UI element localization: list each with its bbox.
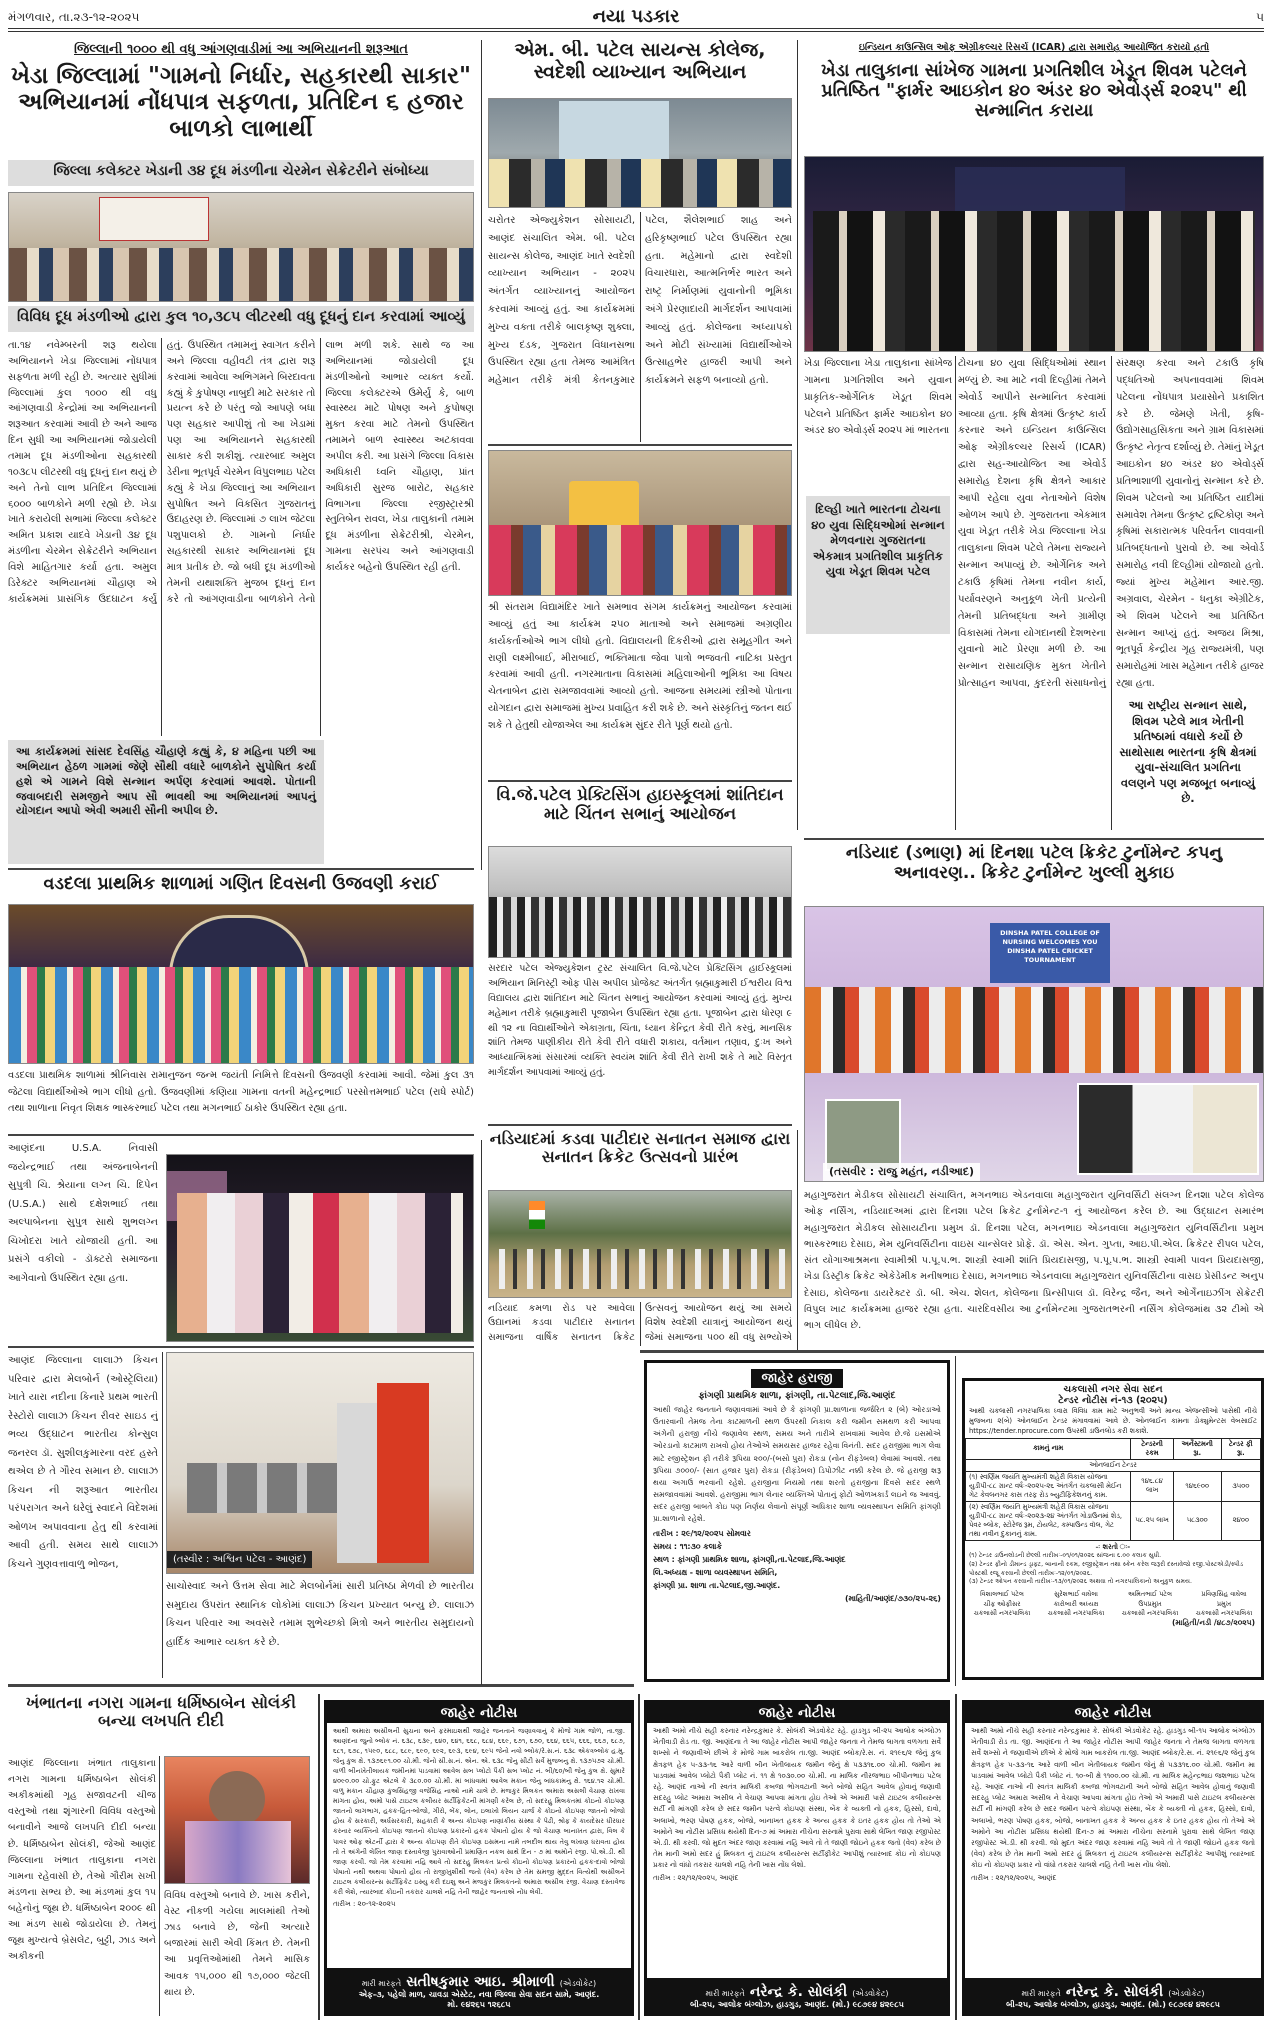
- headline: વિ.જે.પટેલ પ્રેક્ટિસિંગ હાઇસ્કૂલમાં શાંતિદાન માટે ચિંતન સભાનું આયોજન: [496, 786, 784, 823]
- photo-award-ceremony: [804, 156, 1264, 352]
- photo-college-lecture: [488, 98, 792, 208]
- signatory-role: પ્રમુખ: [1216, 1599, 1232, 1608]
- public-notice-3: [962, 1700, 1264, 2016]
- projector-screen: [559, 101, 669, 161]
- article-body: નડિયાદ કમળા રોડ પર આવેલા ઉદ્યાનમાં કડવા પાટીદાર સનાતન સમાજના વાર્ષિક સનાતન ક્રિકેટ ઉત્સવનું આયોજન થયું આ સમયે વિશેષ સ્વદેશી યાત્રાનું આયોજન થયું જેમાં સમાજના ૫૦૦ થી વધુ સભ્યોએ: [488, 1303, 792, 1343]
- photo-santram-program: [488, 450, 792, 596]
- subheadline: જિલ્લા કલેક્ટર ખેડાની ૩૪ દૂધ મંડળીના ચેરમેન સેક્રેટરીને સંબોધ્યા: [8, 160, 474, 186]
- photo-wedding: [166, 1154, 474, 1342]
- column-rule: [797, 40, 798, 830]
- newspaper-name: નયા પડકાર: [592, 6, 680, 27]
- highlight-box: દિલ્હી ખાતે ભારતના ટોચના ૪૦ યુવા સિદ્ધિઓમાં સન્માન મેળવનારા ગુજરાતના એકમાત્ર પ્રગતિશીલ પ્રાકૃતિક યુવા ખેડૂત શિવમ પટેલ: [806, 496, 950, 634]
- headline: ખેડા જિલ્લામાં "ગામનો નિર્ધાર, સહકારથી સાકાર" અભિયાનમાં નોંધપાત્ર સફળતા, પ્રતિદિન ૬ હજાર બાળકો લાભાર્થી: [11, 63, 471, 142]
- performers: [489, 525, 791, 595]
- signatory-name: પ્રવિણસિંહ વાઘેલા: [1201, 1590, 1247, 1599]
- photo-cricket-rally: [488, 1190, 792, 1298]
- advocate-signature: [327, 1968, 631, 2013]
- photo-caption: (તસવીર : રાજુ મહંત, નડીઆદ): [823, 1163, 980, 1181]
- signatory-name: વિશાલભાઈ પટેલ: [980, 1590, 1024, 1599]
- notice-date: તારીખ : ૨૨/૧૨/૨૦૨૫, આણંદ: [653, 1874, 739, 1883]
- work-name: (૨) સ્વર્ણિમ જયંતિ મુખ્યમંત્રી શહેરી વિકાસ યોજના યુડીપી-૮૮ ગ્રાન્ટ વર્ષઃ-૨૦૨૩-૨૪ અંતર્ગત ગોડાઉનમાં શેડ, પેવર બ્લોક, સ્ટોરેજ રૂમ, ટોયલેટ, કમ્પાઉન્ડ વૉલ, ગેટ તથા નવીન દુકાનનું કામ.: [966, 1501, 1131, 1540]
- auction-title: જાહેર હરાજી: [751, 1369, 842, 1388]
- auction-signer-address: ફાંગણી પ્રા. શાળા તા.પેટલાદ,જી.આણંદ.: [653, 1580, 781, 1590]
- subheadline-milk-donation: વિવિધ દૂધ મંડળીઓ દ્વારા કુલ ૧૦,૩૮૫ લીટરથી વધુ દૂધનું દાન કરવામાં આવ્યું: [8, 306, 474, 332]
- article-dinsha-headline: [804, 844, 1264, 900]
- photo-restaurant: [166, 1352, 474, 1574]
- article-body: આણંદના U.S.A. નિવાસી જયેન્દ્રભાઈ તથા અંજનાબેનની સુપુત્રી ચિ. શ્રેયાના લગ્ન ચિ. દિપેન (U.S.A.) સાથે દક્ષેશભાઈ તથા અલ્પાબેનના સુપુત્ર સાથે શુભલગ્ન ચિખોદરા ખાતે યોજાયી હતી. આ પ્રસંગે વકીલો - ડૉક્ટરો સમાજના આગેવાનો ઉપસ્થિત રહ્યા હતા.: [8, 1143, 158, 1284]
- buffet-trays: [187, 1463, 347, 1513]
- advocate-signature: [965, 1978, 1261, 2013]
- article-body: આણંદ જિલ્લાના ખંભાત તાલુકાના નગરા ગામના ધર્મિષ્ઠાબેન સોલંકી અકીકમાંથી ગૃહ સજાવટની ચીજ વસ્તુઓ તથા શૃંગારની વિવિધ વસ્તુઓ બનાવીને આજે લખપતિ દીદી બન્યા છે. ધર્મિષ્ઠાબેન સોલંકી, જેઓ આણંદ જિલ્લાના ખંભાત તાલુકાના નગરા ગામના રહેવાસી છે, તેઓ ગૌરીમ સખી મંડળના સભ્ય છે. આ મંડળમાં કુલ ૧૫ બહેનોનું જૂથ છે. ધર્મિષ્ઠાબેન ૨૦૦૯ થી આ મંડળ સાથે જોડાયેલા છે. તેમનું જૂથ મુખ્યત્વે બ્રેસલેટ, બુટ્ટી, ઝાડ અને અકીકની: [8, 1758, 156, 1963]
- divider: [8, 1346, 474, 1348]
- auction-reference: (માહિતી/આણંદ/૭૩૦/૨૫-૨૬): [844, 1593, 941, 1603]
- divider: [8, 1684, 634, 1687]
- divider: [8, 1134, 474, 1136]
- photo-caption: (તસ્વીર : અશ્વિન પટેલ - આણંદ): [167, 1551, 312, 1568]
- advocate-name: સતીષકુમાર આઇ. શ્રીમાળી: [406, 1974, 555, 1990]
- earnest-money: ૧૪૬૯૦૦: [1173, 1471, 1221, 1501]
- photo-math-day: [8, 904, 474, 1064]
- stage-decor: [569, 481, 639, 531]
- tender-reference: (માહિતી/નડી /૪૮૭/૨૦૨૫): [1171, 1617, 1255, 1627]
- advocate-suffix: (એડવોકેટ): [1168, 1989, 1205, 1998]
- article-body: સાચોસ્વાદ અને ઉત્તમ સેવા માટે મેલબોર્નમાં સારી પ્રતિષ્ઠા મેળવી છે ભારતીય સમુદાય ઉપરાંત સ્થાનિક લોકોમાં લાલાઝ કિચન પ્રખ્યાત બન્યુ છે. લાલાઝ કિચન પરિવાર આ અવસરે તમામ શુભેચ્છકો મિત્રો અને ભારતીય સમુદાયનો હાર્દિક આભાર વ્યક્ત કરે છે.: [166, 1581, 474, 1648]
- page-number: ૫: [1256, 10, 1264, 24]
- auction-notice: [644, 1360, 950, 1682]
- auction-signer: લિ.અધ્યક્ષ - શાળા વ્યવસ્થાપન સમિતિ,: [653, 1567, 778, 1577]
- auction-body: આથી જાહેર જનતાને જણાવવામાં આવે છે કે ફાંગણી પ્રા.શાળાના જર્જરિત ૨ (બે) ઓરડાઓ ઉતારવાની તેમજ તેના કાટમાળની સ્થળ ઉપરથી નિકાલ કરી જમીન સમથળ કરી આપવા અંગેની હરાજી નીચે જણાવેલ સ્થળ, સમય અને તારીખે રાખવામાં આવેલ છે.જે ઇસમોએ ઓરડાનો કાટમાળ રાખવો હોય તેઓએ સમયસર હાજર રહેવા વિનંતી. સદર હરાજીમા ભાગ લેવા માટે રજીસ્ટ્રેશન ફી તરીકે રૂપિયા ૨૦૦/-(બસો પુરા) રોકડા (નોન રીફંડેબલ) લેવામાં આવશે. તથા રૂપિયા ૭૦૦૦/- (સાત હજાર પુરા) રોકડા (રીફંડેબલ) ડિપોઝીટ નક્કી કરેલ છે. જે હરાજી શરૂ થયા અગાઉ ભરવાની રહેશે. હરાજીના નિયમો તથા શરતો હરાજીના દિવસે સદર સ્થળે સમજાવવામાં આવશે. હરાજીમા ભાગ લેનાર વ્યક્તિએ પોતાનું ફોટો ઓળખકાર્ડ લઇને જ આવવું. સદર હરાજી બાબતે કોઇ પણ નિર્ણય લેવાનો સંપૂર્ણ અધિકાર શાળા વ્યવસ્થાપન સમિતિ ફાંગણી પ્રા.શાળાનો રહેશે.: [653, 1405, 941, 1524]
- kicker: જિલ્લાની ૧૦૦૦ થી વધુ આંગણવાડીમાં આ અભિયાનની શરૂઆત: [74, 42, 408, 57]
- article-lakhpati-didi-headline: [8, 1694, 314, 1752]
- notice-date: તારીખ : ૨૦-૧૨-૨૦૨૫: [333, 1899, 396, 1908]
- students-in-photo: [489, 897, 791, 957]
- signatory: [1048, 1590, 1105, 1617]
- auction-date: તારીખ : ૨૯/૧૨/૨૦૨૫ સોમવાર: [653, 1529, 751, 1539]
- notice-title: જાહેર નોટીસ: [327, 1703, 631, 1723]
- signatory-org: ચકલાસી નગરપાલિકા: [1121, 1608, 1179, 1617]
- article-body: ટોચના ૪૦ યુવા સિદ્ધિઓમાં સ્થાન મળ્યું છે. આ માટે નવી દિલ્હીમાં તેમને એવોર્ડ આપીને સન્માનિત કરવામાં આવ્યા હતા. કૃષિ ક્ષેત્રમાં ઉત્કૃષ્ટ કાર્ય કરનાર અને ઇન્ડિયન કાઉન્સિલ ઓફ એગ્રીકલ્ચર રિસર્ચ (ICAR) દ્વારા સહ-આયોજિત આ એવોર્ડ સમારોહ દેશના કૃષિ ક્ષેત્રને આકાર આપી રહેલા યુવા નેતાઓને વિશેષ ઓળખ આપે છે. ગુજરાતના એકમાત્ર યુવા ખેડૂત તરીકે ખેડા જિલ્લાના ખેડા તાલુકાના શિવમ પટેલે તેમના રાજ્યને સન્માન અપાવ્યું છે. ઓર્ગેનિક અને ટકાઉ કૃષિમાં તેમના નવીન કાર્ય, પર્યાવરણને અનુકૂળ ખેતી પ્રત્યેની તેમની પ્રતિબદ્ધતા અને ગ્રામીણ વિકાસમાં તેમના યોગદાનથી દેશભરના યુવાનો માટે પ્રેરણા મળી છે. આ સન્માન રાસાયણિક મુક્ત ખેતીને પ્રોત્સાહન આપવા, કુદરતી સંસાધનોનું સંરક્ષણ કરવા અને ટકાઉ કૃષિ પદ્ધતિઓ અપનાવવામાં શિવમ પટેલના નોંધપાત્ર પ્રયાસોને પ્રકાશિત કરે છે. જેમણે ખેતી, કૃષિ-ઉદ્યોગસાહસિકતા અને ગ્રામ વિકાસમાં ઉત્કૃષ્ટ નેતૃત્વ દર્શાવ્યું છે. તેમાંનું ખેડૂત આઇકોન ૪૦ અંડર ૪૦ એવોર્ડ્સ પ્રતિભાશાળી યુવાનોનું સન્માન કરે છે. શિવમ પટેલનો આ પ્રતિષ્ઠિત યાદીમાં સમાવેશ તેમના ઉત્કૃષ્ટ દ્રષ્ટિકોણ અને કૃષિમાં સકારાત્મક પરિવર્તન લાવવાની પ્રતિબદ્ધતાનો પુરાવો છે. આ એવોર્ડ સમારોહ નવી દિલ્હીમાં યોજાયો હતો. જ્યાં મુખ્ય મહેમાન આર.જી. અગ્રવાલ, ચેરમેન - ધનુકા એગ્રીટેક, એ શિવમ પટેલને આ પ્રતિષ્ઠિત સન્માન આપ્યું હતું. અજય મિશ્રા, ભૂતપૂર્વ કેન્દ્રીય ગૃહ રાજ્યમંત્રી, પણ સમારોહમાં ખાસ મહેમાન તરીકે હાજર રહ્યા હતા.: [958, 358, 1264, 690]
- headline: નડિયાદ (ડભાણ) માં દિનશા પટેલ ક્રિકેટ ટુર્નામેન્ટ કપનુ અનાવરણ.. ક્રિકેટ ટુર્નામેન્ટ ખુલ્લી મુકાઇ: [845, 844, 1223, 883]
- tender-section: ઓનલાઈન ટેન્ડર: [966, 1459, 1261, 1471]
- term: (૩) ટેન્ડર ઓપન કરવાની તારીખઃ-૧૩/૦૧/૨૦૨૬ અથવા તો નગરપાલિકાનો અનુકુળ સમય.: [969, 1578, 1192, 1586]
- banner-in-photo: [99, 197, 209, 241]
- divider: [488, 1124, 792, 1126]
- table-row: [966, 1471, 1261, 1501]
- woman-in-photo: [337, 1403, 377, 1563]
- column-rule: [162, 1352, 163, 1678]
- quote-box: આ કાર્યક્રમમાં સાંસદ દેવસિંહ ચૌહાણે કહ્યું કે, ૪ મહિના પછી આ અભિયાન હેઠળ ગામમાં જેણે સૌથી વધારે બાળકોને સુપોષિત કર્યા હશે એ ગામને વિશે સન્માન અર્પણ કરવામાં આવશે. પોતાની જવાબદારી સમજીને આપ સૌ ભાવથી આ અભિયાનમાં આપનું યોગદાન આપો એવી અમારી સૌની અપીલ છે.: [8, 740, 324, 864]
- public-notice-1: [324, 1700, 634, 2016]
- article-vadadla-headline: [8, 874, 474, 904]
- column-rule: [318, 1694, 320, 2020]
- tender-notice: [962, 1378, 1264, 1680]
- column-rule: [955, 1356, 956, 1686]
- tender-fee: ૨૪૦૦: [1221, 1501, 1260, 1540]
- divider: [488, 780, 792, 782]
- headline: ખંભાતના નગરા ગામના ધર્મિષ્ઠાબેન સોલંકી બન્યા લખપતિ દીદી: [25, 1694, 296, 1731]
- advocate-suffix: (એડવોકેટ): [559, 1979, 597, 1988]
- article-body: તા.૧૪ નવેમ્બરની શરૂ થયેલા અભિયાનને ખેડા જિલ્લામાં નોંધપાત્ર સફળતા મળી રહી છે. અત્યાર સુધીમાં જિલ્લામાં કુલ ૧૦૦૦ થી વધુ આંગણવાડી કેન્દ્રોમાં આ અભિયાનની શરૂઆત કરવામાં આવી છે અને આજ દિન સુધી આ અભિયાનમાં જોડાયેલી તમામ દૂધ મંડળીઓના સહકારથી ૧૦૩૮૫ લીટરથી વધુ દૂધનું દાન થયું છે અને તેનો લાભ પ્રતિદિન જિલ્લામાં ૬૦૦૦ બાળકોને મળી રહ્યો છે. ખેડા ખાતે કરાયેલી સભામાં જિલ્લા કલેક્ટર અમિત પ્રકાશ યાદવે ખેડાની ૩૪ દૂધ મંડળીના ચેરમેન સેક્રેટરીને અભિયાન વિશે માહિતગાર કર્યા હતા. અમુલ ડિરેક્ટર અભિયાનમાં ચૌહાણ એ કાર્યક્રમમાં પ્રાસંગિક ઉદઘાટન કર્યું હતું. ઉપસ્થિત તમામનું સ્વાગત કરીને અને જિલ્લા વહીવટી તંત્ર દ્વારા શરૂ કરવામાં આવેલા અભિગમને બિરદાવતા કહ્યું કે કુપોષણ નાબુદી માટે સરકાર તો પ્રયત્ન કરે છે પરંતુ જો આપણે બધા પણ સહકાર આપીશું તો આ ખેડામાં પણ આ અભિયાનને સહકારથી સાકાર કરી શકીશું. ત્યારબાદ અમુલ ડેરીના ભૂતપૂર્વ ચેરમેન વિપુલભાઇ પટેલ કહ્યું કે ખેડા જિલ્લાનું આ અભિયાન સુપોષિત અને વિકસિત ગુજરાતનું ઉદાહરણ છે. જિલ્લામાં ૭ લાખ જેટલા પશુપાલકો છે. ગામનો નિર્ધાર સહકારથી સાકાર અભિયાનમાં દૂધ માત્ર પ્રતીક છે. જો બધી દૂધ મંડળીઓ તેમની યથાશક્તિ મુજબ દૂધનું દાન કરે તો આંગણવાડીના બાળકોને તેનો લાભ મળી શકે. સાથે જ આ અભિયાનમાં જોડાયેલી દૂધ મંડળીઓનો આભાર વ્યક્ત કર્યો. જિલ્લા કલેક્ટરએ ઉમેર્યું કે, બાળ સ્વાસ્થ્ય માટે પોષણ અને કુપોષણ મુક્ત કરવા માટે તેમનો ઉપસ્થિત તમામને બાળ સ્વાસ્થ્ય અટકાવવા અપીલ કરી. આ પ્રસંગે જિલ્લા વિકાસ અધિકારી ધ્વનિ ચૌહાણ, પ્રાંત અધિકારી સુરજ બારોટ, સહકાર વિભાગના જિલ્લા રજીસ્ટ્રારશ્રી સ્તુતિબેન રાવલ, ખેડા તાલુકાની તમામ દૂધ મંડળીના સેક્રેટરીશ્રી, ચેરમેન, ગામના સરપંચ અને આંગણવાડી કાર્યકર બહેનો ઉપસ્થિત રહી હતી.: [8, 340, 474, 605]
- column-rule: [955, 1694, 957, 2020]
- headline: નડિયાદમાં કડવા પાટીદાર સનાતન સમાજ દ્વારા સનાતન ક્રિકેટ ઉત્સવનો પ્રારંભ: [489, 1130, 791, 1167]
- signatory-role: ઉપપ્રમુખ: [1138, 1599, 1162, 1608]
- advocate-suffix: (એડવોકેટ): [852, 1989, 889, 1998]
- tender-amount: ૫૮.૨૫ લાખ: [1131, 1501, 1174, 1540]
- article-body: વડદલા પ્રાથમિક શાળામાં શ્રીનિવાસ રામાનુજન જન્મ જયંતી નિમિત્તે દિવસની ઉજવણી કરવામાં આવી. જેમાં કુલ ૩૧ જેટલા વિદ્યાર્થીઓએ ભાગ લીધો હતો. ઉજવણીમાં કણિયા ગામના વતની મહેન્દ્રભાઈ પરસોત્તમભાઈ પટેલ (રાધે સ્પોર્ટ) તથા શાળાના નિવૃત શિક્ષક ભાસ્કરભાઈ પટેલ તથા મગનભાઈ ઠાકોર ઉપસ્થિત રહ્યા હતા.: [8, 1070, 474, 1115]
- marchers: [489, 1249, 791, 1289]
- article-body: આણંદ જિલ્લાના લાલાઝ કિચન પરિવાર દ્વારા મેલબોર્ન (ઓસ્ટ્રેલિયા) ખાતે યારા નદીના કિનારે પ્રથમ ભારતી રેસ્ટોરો લાલાઝ કિચન રીવર સાઇડ નું ભવ્ય ઉદ્ઘાટન ભારતીય કોન્સુલ જનરલ ડૉ. સુશીલકુમારના વરદ હસ્તે થએલ છે તે ગૌરવ સમાન છે. લાલાઝ કિચન ની શરૂઆત ભારતીય પરંપરાગત અને ઘરેલું સ્વાદને વિદેશમાં ઓળખ અપાવવાના હેતુ થી કરવામાં આવી હતી. સમય સાથે લાલાઝ કિચને ગુણવત્તાવાળુ ભોજન,: [8, 1355, 158, 1570]
- portrait-saree: [185, 1821, 291, 1884]
- tender-intro: આથી ચકલાસી નગરપાલિકા ધ્વારા વિવિધ કામ માટે અનુભવી અને માન્ય એજન્સીઓ પાસેથી નીચે મુજબના ૨(બે) ઓનલાઈન ટેન્ડર મંગાવવામાં આવે છે. ઓનલાઈન કામના ડોક્યુમેન્ટસ વેબસાઈટ https://tender.nprocure.com ઉપરથી ડાઉનલોડ કરી શકાશે.: [969, 1407, 1257, 1435]
- via-label: મારી મારફતે: [361, 1979, 402, 1988]
- signatory-name: સુરેશભાઈ વાઘેલા: [1054, 1590, 1098, 1599]
- article-sanatan-cricket-headline: [488, 1130, 792, 1184]
- wedding-party: [177, 1193, 463, 1333]
- term: (૧) ટેન્ડર ડાઉનલોડની છેલ્લી તારીખઃ-૦૧/૦૧/૨૦૨૬ સાંજના ૬.૦૦ કલાક સુધી.: [969, 1551, 1162, 1559]
- article-body: ખેડા જિલ્લાના ખેડા તાલુકાના સાંખેજ ગામના પ્રગતિશીલ અને યુવાન પ્રાકૃતિક-ઓર્ગેનિક ખેડૂત શિવમ પટેલને પ્રતિષ્ઠિત ફાર્મર આઇકોન ૪૦ અંડર ૪૦ એવોર્ડ્સ ૨૦૨૫ માં ભારતના: [804, 358, 952, 437]
- tender-table: [965, 1438, 1261, 1541]
- people-in-photo: [489, 159, 791, 207]
- divider: [640, 1350, 1264, 1353]
- highlight-box-2: આ રાષ્ટ્રીય સન્માન સાથે, શિવમ પટેલે માત્ર ખેતીની પ્રતિષ્ઠામાં વધારો કર્યો છે સાથોસાથ ભારતના કૃષિ ક્ષેત્રમાં યુવા-સંચાલિત પ્રગતિના વલણને પણ મજબૂત બનાવ્યું છે.: [1114, 690, 1262, 830]
- tender-col-header: ટેન્ડરની રકમ: [1131, 1438, 1174, 1459]
- advocate-name: નરેન્દ્ર કે. સોલંકી: [1065, 1984, 1164, 2000]
- advocate-address: બી-૨૫, આલોક બંગ્લોઝ, હાડગુડ, આણંદ. (મો.) ૯૮૭૯૪ ૪૨૯૮૫: [1006, 2000, 1220, 2009]
- signatory: [974, 1590, 1031, 1617]
- photo-school-assembly: [488, 846, 792, 958]
- tender-col-header: ટેન્ડર ફી રૂા.: [1221, 1438, 1260, 1459]
- notice-date: તારીખ : ૨૨/૧૨/૨૦૨૫, આણંદ: [971, 1874, 1057, 1883]
- students-and-teachers: [9, 967, 473, 1063]
- column-rule: [955, 356, 956, 830]
- portrait-face: [209, 1771, 265, 1827]
- notice-title: જાહેર નોટીસ: [647, 1703, 947, 1723]
- notice-body: આથી અમારા અસીલની સુચના અને ફરમાઇશથી જાહેર જનતાને જણાવવાનું કે મોજે ગામ જોળ, તા.જી. આણંદના જુનો બ્લોક નં. ૬૩૮, ૬૩૯, ૬૪૦, ૬૪૧, ૬૬૮, ૬૮૪, ૬૬૯, ૬૭૧, ૬૭૦, ૬૬૪, ૬૬૫, ૬૬૬, ૬૬૭, ૬૮૭, ૬૮૧, ૬૭૮, ૧૫૯૦, ૬૮૮, ૬૮૯, ૬૯૦, ૬૯૨, ૬૯૩, ૬૯૪, ૬૯૫ જેનો નવો બ્લોક/રે.સ.નં. ૬૩૮ એકત્રબ્લોક હ.મુ. જેનુ કુલ ક્ષે. ૧૩૭૬૯૧.૦૦ ચો.મી. જેનો સી.સ.નં. એન. એ. ૬૩૮ જેનુ સીટી સર્વે મુજબનુ ક્ષે. ૧૩૭૫૭૨ ચો.મી. વાળી બીનખેતીલાયક જમીનમાં પાડવામાં આવેલ સબ પ્લોટો પૈકી સબ પ્લોટ નં. બી/૬૦/બી જેનુ કુલ ક્ષે. સુમારે ૪૦૯૦.૦૦ ચો.ફુટ એટલે કે ૩૮૦.૦૦ ચો.મી. માં બાંધવામાં આવેલ મકાન જેનુ બાંધકામનુ ક્ષે. ૧૬૪.૧૨ ચો.મી. વાળુ મકાન ચૌહાણ કુલસિંહજી વજેસિંહ નાઓ નામે ચાલે છે. મજકુર મિલકત અમારા અસલી વેચાણ રાખવા માંગતા હોય, અમો પાસે ટાઇટલ કલીયર સર્ટીફિકેટની માંગણી કરેલ છે, તો સદરહુ મિલકતમાં કોઇનો કોઇપણ જાતનો લાગભાગ, હકક-હિત-બોજો, ગીરો, બેંક, લોન, ઇલાખો લિયન ચાર્જ કે કોઇનો કોઇપણ જાતનો બોજો હોય કે સરકારી, અર્ધસરકારી, સહકારી કે અન્ય કોઇપણ નાણાંકીય સંસ્થા કે પેઢી, શ્રોફ કે કાયદેસર ધીરધાર કરનાર વ્યક્તિનો કોઇપણ જાતનો કોઇપણ પ્રકારનો હકક પોષાતો હોય કે જો વેચાણ બાનાખત દ્વારા, વિલ કે પાવર ઓફ એટર્ની દ્વારા કે અન્ય કોઇપણ રીતે કોઇપણ ઇસમના નામે તબદીલ થાય તેવુ લખાણ ધરાવતા હોય તો તે અંગેની લેખિત જાણ દસ્તાવેજી પુરાવાઓની પ્રમાણિત નકલ સાથે દિન - ૭ માં અમોને રજી. પો.એ.ડી. થી જાણ કરવી. જો તેમ કરવામાં નહિ આવે તો સદરહુ મિલકત પ્રત્યે કોઇનો કોઇપણ પ્રકારનો હકક-દાવો બોજો પોષાતો નથી અથવા પોષાતો હોય તો રાજીખુશીથી જતો (વેવ) કરેલ છે તેમ સમજી મુદ્દત વિત્યેથી અસીલને ટાઇટલ કલીયરન્સ સર્ટીફિકેટ ઇસ્યુ કરી દઇશુ અને મજકુર મિલકતનો અમારા અસીલ રજી. વેચાણ દસ્તાવેજ કરી લેશે, ત્યારબાદ કોઇની તકરાર ચાલશે નહિ તેની જાહેર જનતાએ નોંધ લેવી.: [333, 1727, 625, 1896]
- tender-fee: ૩૫૦૦: [1221, 1471, 1260, 1501]
- tender-amount: ૧૪૬.૮૪ લાખ: [1131, 1471, 1174, 1501]
- headline: એમ. બી. પટેલ સાયન્સ કોલેજ, સ્વદેશી વ્યાખ્યાન અભિયાન: [514, 40, 766, 83]
- tender-col-header: અર્નેસ્ટમની રૂા.: [1173, 1438, 1221, 1459]
- advocate-phone: મો. ૯૪૨૬૫ ૧૨૬૮૫: [447, 2000, 511, 2009]
- public-notice-2: [644, 1700, 950, 2016]
- column-rule: [797, 1130, 798, 1350]
- masthead: [8, 4, 1264, 32]
- kicker: ઇન્ડિયન કાઉન્સિલ ઓફ એગ્રીકલ્ચર રિસર્ચ (ICAR) દ્વારા સમારોહ આયોજિત કરાયો હતો: [858, 42, 1210, 53]
- issue-date: મંગળવાર, તા.૨૩-૧૨-૨૦૨૫: [8, 10, 140, 24]
- signatory-org: ચકલાસી નગરપાલિકા: [1195, 1608, 1253, 1617]
- signatory-org: ચકલાસી નગરપાલિકા: [1047, 1608, 1105, 1617]
- auction-place: સ્થળ : ફાંગણી પ્રાથમિક શાળા, ફાંગણી,તા.પેટલાદ,જિ.આણંદ: [653, 1555, 846, 1565]
- article-body: શ્રી સંતરામ વિદ્યામંદિર ખાતે સમભાવ સંગમ કાર્યક્રમનું આયોજન કરવામાં આવ્યું હતું આ કાર્યક્રમ ૨૫૦ માતાઓ અને સમાજમાં અગ્રણીય કાર્યકર્તાઓએ ભાગ લીધો હતો. વિદ્યાલયની દિકરીઓ દ્વારા સમૂહગીત અને રાણી લક્ષ્મીબાઈ, મીરાબાઈ, ભક્તિમાતા જેવા પાત્રો ભજવતી નાટિકા પ્રસ્તુત કરવામાં આવી હતી. નગરમાતાના વિકાસમાં મહિલાઓની ભૂમિકા આ વિષય ચેતનાબેન દ્વારા સમજાવવામાં આવ્યો હતો. આજના સમયમાં સ્ત્રીઓ પોતાના યોગદાન દ્વારા સમાજમાં મુખ્ય પ્રવાહિત કરી શકે છે. અને સંસ્કૃતિનું જતન થઈ શકે તે હેતુથી યોજાએલ આ કાર્યક્રમ સુંદર રીતે પૂર્ણ થયો હતો.: [488, 602, 792, 731]
- notice-body: આથી અમો નીચે સહી કરનાર નરેન્દ્રકુમાર કે. સોલંકી એડવોકેટ રહે. હાડગુડ બી-૧૫ આલોક બંગ્લોઝ ખેતીવાડી રોડ તા. જી. આણંદના તે આ જાહેર નોટીસ આપી જાહેર જનતા ને તેમજ લાગતા વળગતા સર્વે શખ્સો ને જણાવીએ છીએ કે મોજે ગામ બાકરોલ તા.જી. આણંદ બ્લોક/રે.સ. નં. ૨૧૯૬/૨ જેનું કુલ ક્ષેત્રફળ હેક ૫-૩૩-૧૬ આરે વાળી બીન ખેતીલાયક જમીન જેનું ક્ષે ૫૩૩૧૬.૦૦ ચો.મી. જમીન મા પાડવામાં આવેલ પ્લોટો પૈકી પ્લોટ નં. ૧૦-બી ક્ષે ૧૧૦૦.૦૦ ચો.મી. ના માલિક મહેન્દ્રભાઇ જશભાઇ પટેલ રહે. આણંદ નાઓ ની સ્વતંત્ર માલિકી કબજા ભોગવટાની અને બોજો સહિત આવેલ હોવાનું જણાવી સદરહુ પ્લોટ અમારા અસીલ ને વેચાણ આપવા માંગતા હોઇ તેઓ એ અમારી પાસે ટાઇટલ કલીયરન્સ સર્ટી ની માંગણી કરેલ છે સદર જમીન પરત્વે કોઇપણ સંસ્થા, બેંક કે વ્યક્તી નો હકક, હિસ્સો, દાવો, અલાખો, ભરણ પોષણ હકક, બોજો, બાનાખત હકક કે અન્ય હકક કે ઇતર હકક હોય તો તેઓ એ અમોને આ નોટીસ પ્રસિધ્ધ થયેથી દિન-૭ માં અમારા નીચેના સરનામે પુરાવા સાથે લેખિત જાણ રજીપોસ્ટ એ.ડી. થી કરવી. જો મુદત અંદર જાણ કરવામાં નહિ આવે તો તે જાણી જોઇને હકક જતો (વેવ) કરેલ છે તેમ માની અમો સદર હું મિલકત નું ટાઇટલ કલીયરન્સ સર્ટીફીકેટ આપીશું ત્યારબાદ કોઇ નો કોઇપણ પ્રકાર નો વાંધો તકરાર ચાલશે નહિ તેની ખાસ નોંધ લેશો.: [971, 1727, 1255, 1870]
- advocate-name: નરેન્દ્ર કે. સોલંકી: [749, 1984, 848, 2000]
- inset-photo-players: [1077, 1083, 1259, 1175]
- tender-col-header: કામનું નામ: [966, 1438, 1131, 1459]
- auction-time: સમય : ૧૧:૩૦ કલાકે: [653, 1542, 722, 1552]
- guests-in-photo: [805, 987, 1263, 1073]
- inset-photo-speaker: [825, 1099, 901, 1171]
- article-body: વિવિધ વસ્તુઓ બનાવે છે. ખાસ કરીને, વેસ્ટ નીકળી ગયેલા માલમાંથી તેઓ ઝાડ બનાવે છે, જેની અત્યારે બજારમાં સારી એવી કિંમત છે. તેમની આ પ્રવૃત્તિઓમાંથી તેમને માસિક આવક ૧૫,૦૦૦ થી ૧૭,૦૦૦ જેટલી થાય છે.: [164, 1890, 310, 1998]
- tournament-banner: DINSHA PATEL COLLEGE OF NURSING WELCOMES YOU DINSHA PATEL CRICKET TOURNAMENT: [990, 923, 1110, 983]
- via-label: મારી મારફતે: [705, 1989, 745, 1998]
- headline: વડદલા પ્રાથમિક શાળામાં ગણિત દિવસની ઉજવણી કરાઈ: [43, 874, 439, 894]
- article-body: મહાગુજરાત મેડીકલ સોસાયટી સંચાલિત, મગનભાઇ એડનવાલા મહાગુજરાત યુનિવર્સિટી સંલગ્ન દિનશા પટેલ કોલેજ ઓફ નર્સિંગ, નડિયાદઅમાં દ્વારા દિનશા પટેલ ક્રિકેટ ટુર્નામેન્ટ-૧ નું આયોજન કરેલ છે. આ ઉદ્ઘાટન સમારંભ મહાગુજરાત મેડીકલ સોસાયટીના પ્રમુખ ડૉ. દિનશા પટેલ, મગનભાઇ એડનવાલા મહાગુજરાત યુનિવર્સિટીના પ્રમુખ ભાસ્કરભાઇ દેસાઇ, મેમ યુનિવર્સિટીના વાઇસ ચાન્સેલર પ્રોફે. ડૉ. એસ. એન. ગુપ્તા, આઇ.પી.એલ. ક્રિકેટર રીપલ પટેલ, સંત યોગાઆશ્રમના સ્વામીશ્રી પ.પૂ.પ.ભ. શાસ્ત્રી સ્વામી શાંતિ પ્રિયદાસજી, પ.પૂ.પ.ભ. શાસ્ત્રી સ્વામી પાવન પ્રિયદાસજી, ખેડા ડિસ્ટ્રીક ક્રિકેટ એકેડેમીક મનીષભાઇ દેસાઇ, મગનભાઇ એડનવાલા મહાગુજરાત યુનિવર્સિટીના વાસઇ પ્રેસીડન્ટ અનુપ દેસાઇ, કોલેજના ડાયરેક્ટર ડૉ. બી. એચ. શેલત, કોલેજના પ્રિન્સીપાલ ડૉ. વિરેન્દ્ર જૈન, અને ઓર્ગેનાઇઝીંગ સેક્રેટરી વિપુલ ખાટ કાર્યક્રમમા હાજર રહ્યા હતા. ચારદિવસીય આ ટુર્નામેન્ટમા ગુજરાતભરની નર્સિંગ કોલેજમાંથ ૩૨ ટીમો એ ભાગ લીધેલ છે.: [804, 1190, 1264, 1332]
- column-rule: [638, 1694, 640, 2020]
- signatory: [1196, 1590, 1253, 1617]
- advocate-address: બી-૨૫, આલોક બંગ્લોઝ, હાડગુડ, આણંદ. (મો.) ૯૮૭૯૪ ૪૨૯૮૫: [690, 2000, 904, 2009]
- signatory-role: કારોબારી અધ્યક્ષ: [1053, 1599, 1099, 1608]
- headline: ખેડા તાલુકાના સાંખેજ ગામના પ્રગતિશીલ ખેડૂત શિવમ પટેલને પ્રતિષ્ઠિત "ફાર્મર આઇકોન ૪૦ અંડર ૪૦ એવોર્ડ્સ ૨૦૨૫" થી સન્માનિત કરાયા: [821, 61, 1247, 122]
- terms-title: -ઃ શરતો ઃ-: [1095, 1542, 1131, 1551]
- award-winners: [813, 211, 1255, 351]
- signatory-name: અમિતભાઈ પટેલ: [1127, 1590, 1173, 1599]
- divider: [8, 868, 474, 870]
- man-in-red-jacket: [377, 1383, 429, 1563]
- earnest-money: ૫૮૩૦૦: [1173, 1501, 1221, 1540]
- backdrop-arch: [169, 915, 309, 975]
- term: (૨) ટેન્ડર ફીનો ડીમાન્ડ ડ્રાફ્ટ, બાનાની રકમ, રજીસ્ટ્રેશન તથા સ્કેન કરેલ જરૂરી દસ્તાવેજો રજી.પોસ્ટએડી/સ્પીડ પોસ્ટથી રજૂ કરવાની છેલ્લી તારીખઃ-૧૨/૦૧/૨૦૨૬.: [969, 1560, 1244, 1577]
- article-body: સરદાર પટેલ એજ્યુકેશન ટ્રસ્ટ સંચાલિત વિ.જે.પટેલ પ્રેક્ટિસિંગ હાઈસ્કૂલમાં અભિયાન મિનિસ્ટ્રી ઓફ પીસ અપીલ પ્રોજેક્ટ અંતર્ગત બ્રહ્માકુમારી ઈશ્વરીય વિશ્વ વિદ્યાલય દ્વારા શાંતિદાન માટે ચિંતન સભાનું આયોજન કરવામાં આવ્યું હતું. મુખ્ય મહેમાન તરીકે બ્રહ્માકુમારી પૂજાબેન ઉપસ્થિત રહ્યા હતા. પૂજાબેન દ્વારા ધોરણ ૯ થી ૧૨ ના વિદ્યાર્થીઓને એકાગ્રતા, ચિંતા, ધ્યાન કેન્દ્રિત કેવી રીતે કરવું, માનસિક શાંતિ તેમજ પાણીકીય રીતે કેવી રીતે વધારી શકાય, વર્તમાન તણાવ, દુઃખ અને આધ્યાત્મિકમાં સંસારમાં વ્યક્તિ સ્વયંમ શાંતિ કેવી રીતે રાખી શકે તે માટે વિસ્તૃત માર્ગદર્શન આપવામાં આવ્યું હતું.: [488, 963, 792, 1079]
- advocate-signature: [647, 1978, 947, 2013]
- article-shivam-headline-block: [804, 42, 1264, 148]
- notice-title: જાહેર નોટીસ: [965, 1703, 1261, 1723]
- tender-title: ટેન્ડર નોટીસ નં-૧૩ (૨૦૨૫): [1058, 1395, 1168, 1406]
- flag-in-photo: [529, 1201, 545, 1229]
- advocate-address: એફ-૩, પહેલો માળ, ચાવડા એસ્ટેટ, નવા જિલ્લા સેવા સદન સામે, આણંદ.: [358, 1990, 600, 1999]
- column-rule: [159, 1756, 160, 2016]
- table-row: [966, 1501, 1261, 1540]
- work-name: (૧) સ્વર્ણિમ જયંતિ મુખ્યમંત્રી શહેરી વિકાસ યોજના યુડીપી-૮૮ ગ્રાન્ટ વર્ષઃ-૨૦૨૫-૨૬ અંતર્ગત ચકલાસી મેઈન ગેટ કેવલનગર કાસ તરફ રોડ બ્યુટીફિકેશનનું કામ.: [966, 1471, 1131, 1501]
- article-body: ચરોતર એજ્યુકેશન સોસાયટી, આણંદ સંચાલિત એમ. બી. પટેલ સાયન્સ કોલેજ, આણંદ ખાતે સ્વદેશી વ્યાખ્યાન અભિયાન - ૨૦૨૫ અંતર્ગત વ્યાખ્યાનનું આયોજન કરવામાં આવ્યું હતું. આ કાર્યક્રમમાં મુખ્ય વક્તા તરીકે બાલકૃષ્ણ શુક્લા, મુખ્ય દંડક, ગુજરાત વિધાનસભા ઉપસ્થિત રહ્યા હતા તેમજ આમંત્રિત મહેમાન તરીકે મંત્રી કેતનકુમાર પટેલ, શૈલેશભાઈ શાહ અને હરિકૃષ્ણભાઈ પટેલ ઉપસ્થિત રહ્યા હતા. મહેમાનો દ્વારા સ્વદેશી વિચારધારા, આત્મનિર્ભર ભારત અને રાષ્ટ્ર નિર્માણમાં યુવાનોની ભૂમિકા અંગે પ્રેરણાદાયી માર્ગદર્શન આપવામાં આવ્યું હતું. કોલેજના અધ્યાપકો અને મોટી સંખ્યામાં વિદ્યાર્થીઓએ ઉત્સાહભેર હાજરી આપી અને કાર્યક્રમને સફળ બનાવ્યો હતો.: [488, 215, 792, 387]
- signatories: [965, 1590, 1261, 1617]
- column-rule: [481, 1140, 482, 1685]
- article-kheda-headline-block: [8, 42, 474, 172]
- signatory-role: ચીફ ઓફીસર: [983, 1599, 1021, 1608]
- photo-dharmishthaben: [164, 1756, 310, 1884]
- divider: [804, 838, 1264, 840]
- column-rule: [481, 40, 482, 870]
- divider: [488, 444, 792, 446]
- school-name: ફાંગણી પ્રાથમિક શાળા, ફાંગણી, તા.પેટલાદ,જિ.આણંદ: [698, 1391, 896, 1401]
- photo-collector-meeting: [8, 192, 474, 302]
- signatory-org: ચકલાસી નગરપાલિકા: [973, 1608, 1031, 1617]
- photo-trophy-unveiling: [804, 906, 1264, 1182]
- tender-org: ચકલાસી નગર સેવા સદન: [1063, 1384, 1163, 1395]
- article-vj-patel-headline: [488, 786, 792, 840]
- signatory: [1122, 1590, 1179, 1617]
- attendees-in-photo: [9, 248, 473, 302]
- article-mb-patel-headline: [488, 40, 792, 98]
- notice-body: આથી અમો નીચે સહી કરનાર નરેન્દ્રકુમાર કે. સોલંકી એડવોકેટ રહે. હાડગુડ બી-૨૫ આલોક બંગ્લોઝ ખેતીવાડી રોડ તા. જી. આણંદના તે આ જાહેર નોટીસ આપી જાહેર જનતા ને તેમજ લાગતા વળગતા સર્વે શખ્સો ને જણાવીએ છીએ કે મોજે ગામ બાકરોલ તા.જી. આણંદ બ્લોક/રે.સ. નં. ૨૧૯૬/૨ જેનું કુલ ક્ષેત્રફળ હેક ૫-૩૩-૧૬ આરે વાળી બીન ખેતીલાયક જમીન જેનું ક્ષે ૫૩૩૧૬.૦૦ ચો.મી. જમીન મા પાડવામાં આવેલ પ્લોટો પૈકી પ્લોટ નં. ૧૧ ક્ષે ૧૦૩૦.૦૦ ચો.મી. ના માલિક નીરજભાઇ બીપીનભાઇ પટેલ રહે. આણંદ નાઓ ની સ્વતંત્ર માલિકી કબજા ભોગવટાની અને બોજો સહિત આવેલ હોવાનું જણાવી સદરહુ પ્લોટ અમારા અસીલ ને વેચાણ આપવા માંગતા હોઇ તેઓ એ અમારી પાસે ટાઇટલ કલીયરન્સ સર્ટી ની માંગણી કરેલ છે સદર જમીન પરત્વે કોઇપણ સંસ્થા, બેંક કે વ્યક્તી નો હકક, હિસ્સો, દાવો, અલાખો, ભરણ પોષણ હકક, બોજો, બાનાખત હકક કે અન્ય હકક કે ઇતર હકક હોય તો તેઓ એ અમોને આ નોટીસ પ્રસિધ્ધ થયેથી દિન-૭ માં અમારા નીચેના સરનામે પુરાવા સાથે લેખિત જાણ રજીપોસ્ટ એ.ડી. થી કરવી. જો મુદત અંદર જાણ કરવામાં નહિ આવે તો તે જાણી જોઇને હકક જતો (વેવ) કરેલ છે તેમ માની અમો સદર હું મિલકત નું ટાઇટલ કલીયરન્સ સર્ટીફીકેટ આપીશું ત્યારબાદ કોઇ નો કોઇપણ પ્રકાર નો વાંધો તકરાર ચાલશે નહિ તેની ખાસ નોંધ લેશો.: [653, 1727, 941, 1870]
- via-label: મારી મારફતે: [1021, 1989, 1061, 1998]
